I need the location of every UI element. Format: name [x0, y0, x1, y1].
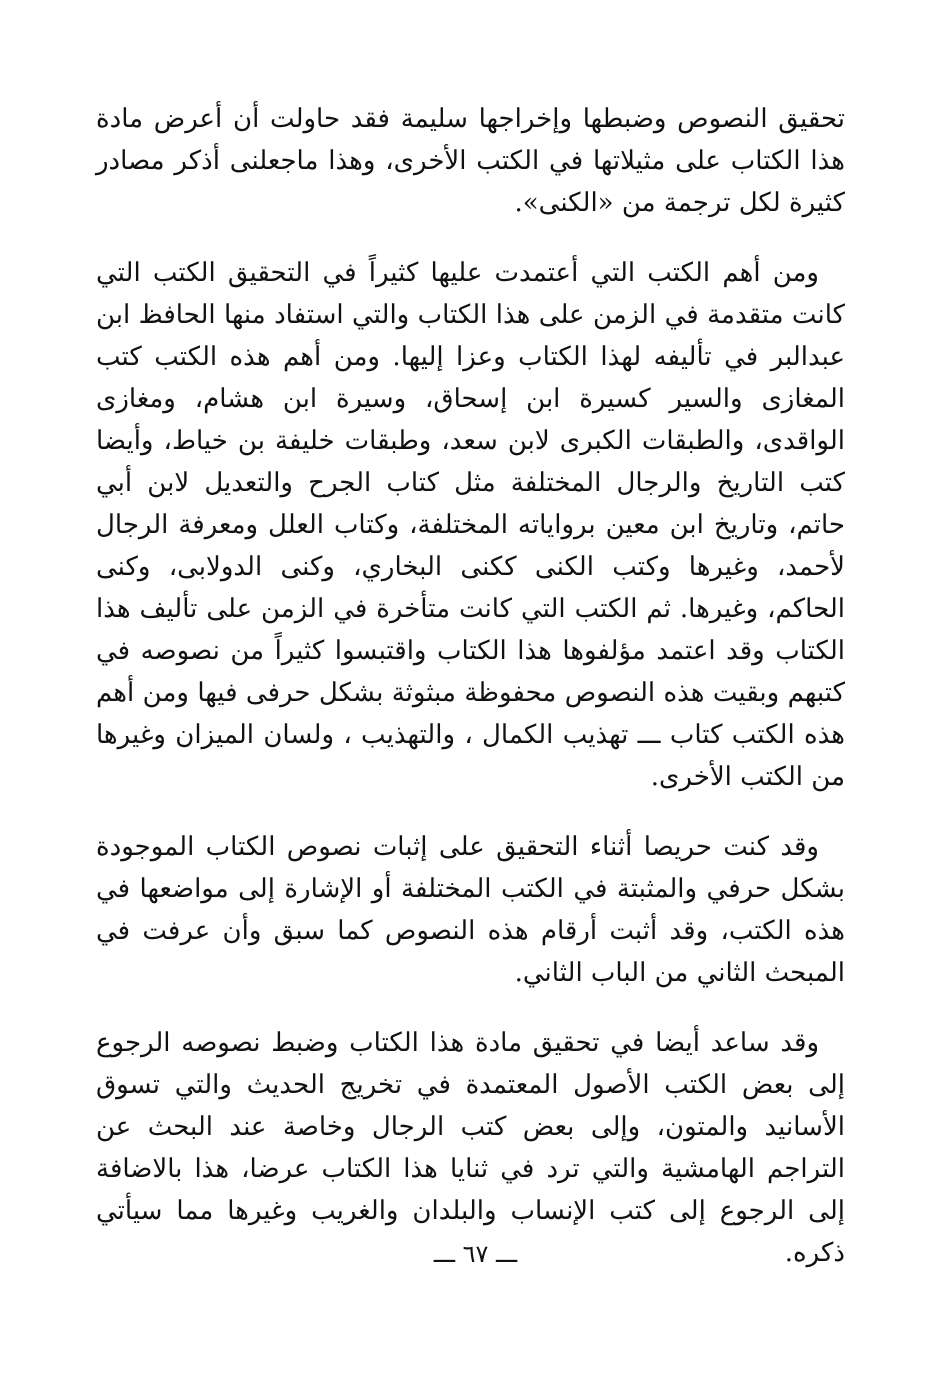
page-number: ـــ ٦٧ ـــ	[433, 1240, 518, 1268]
paragraph-text-verification: وقد كنت حريصا أثناء التحقيق على إثبات نصوص الكتاب الموجودة بشكل حرفي والمثبتة في الكتب المختلفة أو الإشارة إلى مواضعها في هذه الكتب، وقد أثبت أرقام هذه النصوص كما سبق وأن عرفت في المبحث الثاني من الباب الثاني.	[96, 832, 845, 988]
paragraph-gap	[96, 798, 845, 826]
paragraph-main-sources: ومن أهم الكتب التي أعتمدت عليها كثيراً في التحقيق الكتب التي كانت متقدمة في الزمن على هذا الكتاب والتي استفاد منها الحافظ ابن عبدالبر في تأليفه لهذا الكتاب وعزا إليها. ومن أهم هذه الكتب كتب المغازى والسير كسيرة ابن إسحاق، وسيرة ابن هشام، ومغازى الواقدى، والطبقات الكبرى لابن سعد، وطبقات خليفة بن خياط، وأيضا كتب التاريخ والرجال المختلفة مثل كتاب الجرح والتعديل لابن أبي حاتم، وتاريخ ابن معين برواياته المختلفة، وكتاب العلل ومعرفة الرجال لأحمد، وغيرها وكتب الكنى ككنى البخاري، وكنى الدولابى، وكنى الحاكم، وغيرها. ثم الكتب التي كانت متأخرة في الزمن على تأليف هذا الكتاب وقد اعتمد مؤلفوها هذا الكتاب واقتبسوا كثيراً من نصوصه في كتبهم وبقيت هذه النصوص محفوظة مبثوثة بشكل حرفى فيها ومن أهم هذه الكتب كتاب ـــ تهذيب الكمال ، والتهذيب ، ولسان الميزان وغيرها من الكتب الأخرى.	[96, 258, 845, 792]
paragraph-gap	[96, 224, 845, 252]
paragraph-additional-references: وقد ساعد أيضا في تحقيق مادة هذا الكتاب وضبط نصوصه الرجوع إلى بعض الكتب الأصول المعتمدة في تخريج الحديث والتي تسوق الأسانيد والمتون، وإلى بعض كتب الرجال وخاصة عند البحث عن التراجم الهامشية والتي ترد في ثنايا هذا الكتاب عرضا، هذا بالاضافة إلى الرجوع إلى كتب الإنساب والبلدان والغريب وغيرها مما سيأتي ذكره.	[96, 1028, 845, 1268]
paragraph-gap	[96, 994, 845, 1022]
paragraph-continuation: تحقيق النصوص وضبطها وإخراجها سليمة فقد حاولت أن أعرض مادة هذا الكتاب على مثيلاتها في الكتب الأخرى، وهذا ماجعلنى أذكر مصادر كثيرة لكل ترجمة من «الكنى».	[96, 104, 845, 218]
